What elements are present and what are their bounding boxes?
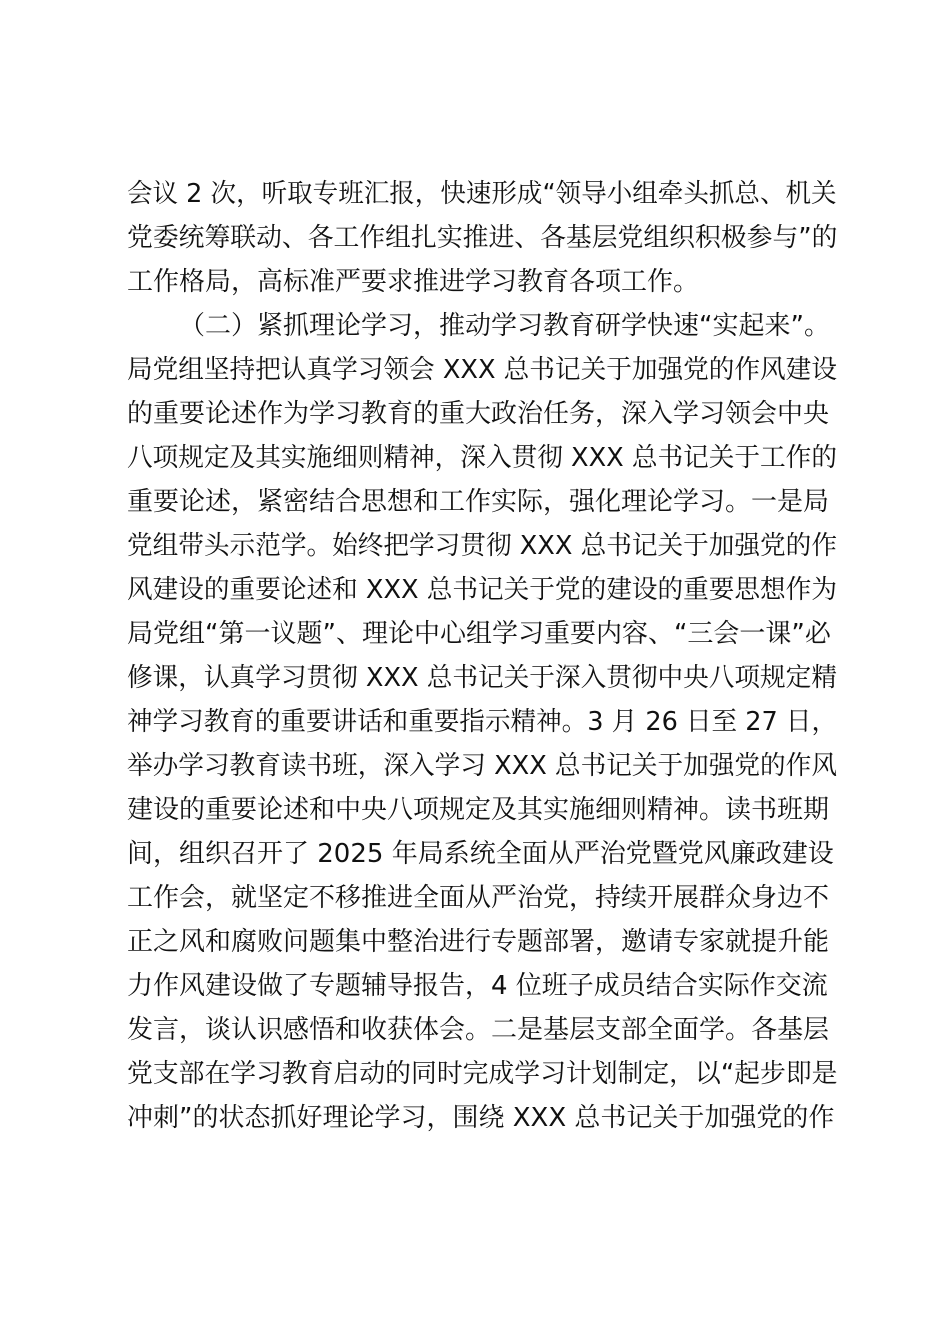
text-line: 工作会，就坚定不移推进全面从严治党，持续开展群众身边不 [127, 883, 830, 913]
text-line: 举办学习教育读书班，深入学习 XXX 总书记关于加强党的作风 [127, 751, 837, 781]
text-line: 风建设的重要论述和 XXX 总书记关于党的建设的重要思想作为 [127, 575, 837, 605]
text-line: 建设的重要论述和中央八项规定及其实施细则精神。读书班期 [127, 795, 830, 825]
text-line: 局党组“第一议题”、理论中心组学习重要内容、“三会一课”必 [127, 619, 831, 649]
text-line: 会议 2 次，听取专班汇报，快速形成“领导小组牵头抓总、机关 [127, 179, 837, 209]
text-line: 发言，谈认识感悟和收获体会。二是基层支部全面学。各基层 [127, 1015, 830, 1045]
text-line: 神学习教育的重要讲话和重要指示精神。3 月 26 日至 27 日， [127, 707, 838, 737]
text-line: 八项规定及其实施细则精神，深入贯彻 XXX 总书记关于工作的 [127, 443, 837, 473]
text-line: 间，组织召开了 2025 年局系统全面从严治党暨党风廉政建设 [127, 839, 834, 869]
text-line: 正之风和腐败问题集中整治进行专题部署，邀请专家就提升能 [127, 927, 830, 957]
text-line: 重要论述，紧密结合思想和工作实际，强化理论学习。一是局 [127, 487, 830, 517]
text-line: 党支部在学习教育启动的同时完成学习计划制定，以“起步即是 [127, 1059, 838, 1089]
text-line: 的重要论述作为学习教育的重大政治任务，深入学习领会中央 [127, 399, 830, 429]
text-line: 工作格局，高标准严要求推进学习教育各项工作。 [127, 267, 700, 297]
section-heading-line: （二）紧抓理论学习，推动学习教育研学快速“实起来”。 [179, 311, 830, 341]
text-line: 局党组坚持把认真学习领会 XXX 总书记关于加强党的作风建设 [127, 355, 837, 385]
text-line: 党委统筹联动、各工作组扎实推进、各基层党组织积极参与”的 [127, 223, 838, 253]
text-line: 冲刺”的状态抓好理论学习，围绕 XXX 总书记关于加强党的作 [127, 1103, 835, 1133]
text-line: 党组带头示范学。始终把学习贯彻 XXX 总书记关于加强党的作 [127, 531, 837, 561]
text-line: 修课，认真学习贯彻 XXX 总书记关于深入贯彻中央八项规定精 [127, 663, 837, 693]
text-line: 力作风建设做了专题辅导报告，4 位班子成员结合实际作交流 [127, 971, 828, 1001]
body-text [127, 172, 837, 1140]
